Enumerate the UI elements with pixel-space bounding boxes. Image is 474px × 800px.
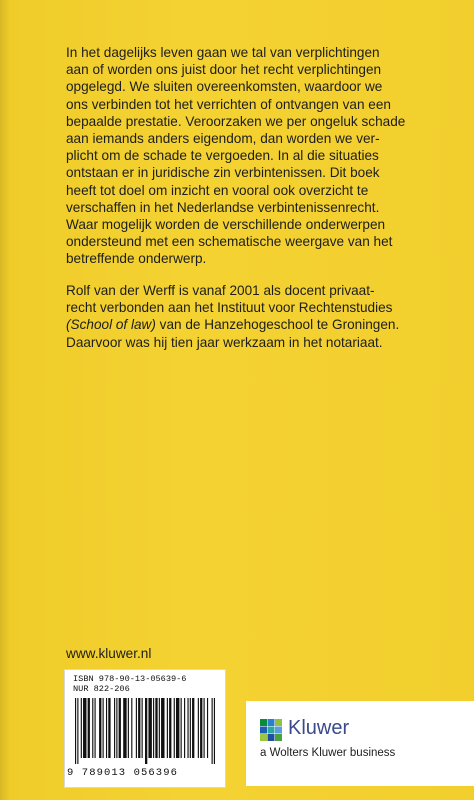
description-line: aan iemands anders eigendom, dan worden we ver- [66, 131, 380, 147]
description-line: In het dagelijks leven gaan we tal van verplichtingen [66, 45, 380, 60]
barcode-bar [181, 698, 182, 758]
barcode-bar [214, 698, 215, 764]
description-line: ons verbinden tot het verrichten of ontvangen van een [66, 96, 391, 112]
barcode-bar [108, 698, 110, 758]
barcode-bar [119, 698, 121, 758]
barcode-bar [167, 698, 168, 758]
barcode-bar [128, 698, 129, 758]
description-line: ondersteund met een schematische weergave van het [66, 234, 393, 250]
barcode-bar [81, 698, 82, 758]
barcode-bar [176, 698, 179, 758]
description-line: aan of worden ons juist door het recht verplichtingen [66, 62, 382, 78]
description-line: ontstaan er in juridische zin verbintenissen. Dit boek [66, 165, 380, 181]
barcode-bar [114, 698, 115, 758]
barcode-bar [145, 698, 147, 764]
barcode-bar [155, 698, 157, 758]
barcode-label [64, 669, 226, 788]
nur-code: NUR 822-206 [73, 684, 130, 694]
author-bio [66, 282, 426, 351]
barcode-bar [106, 698, 107, 758]
barcode-bar [184, 698, 185, 758]
barcode-bar [192, 698, 194, 758]
isbn-number: ISBN 978-90-13-05639-6 [73, 674, 187, 684]
bio-line: Daarvoor was hij tien jaar werkzaam in het notariaat. [66, 334, 383, 350]
barcode-bar [88, 698, 90, 758]
barcode-bar [207, 698, 208, 758]
barcode-bar [131, 698, 132, 758]
barcode-bar [153, 698, 154, 758]
barcode-bar [92, 698, 93, 758]
description-line: plicht om de schade te vergoeden. In al die situaties [66, 148, 379, 164]
description-line: bepaalde prestatie. Veroorzaken we per ongeluk schade [66, 113, 406, 129]
wolters-kluwer-logo-icon [260, 719, 282, 741]
book-description [66, 44, 426, 268]
barcode-bar [161, 698, 164, 758]
barcode-bar [123, 698, 126, 758]
barcode-bar [148, 698, 151, 758]
publisher-logo-block [246, 701, 474, 786]
barcode-bar [116, 698, 117, 758]
barcode-bar [136, 698, 137, 758]
barcode-bar [142, 698, 143, 758]
barcode-bar [187, 698, 188, 758]
barcode-bar [200, 698, 202, 758]
spine-shadow [0, 0, 10, 800]
barcode-bar [103, 698, 104, 758]
barcode-bar [174, 698, 175, 758]
description-line: opgelegd. We sluiten overeenkomsten, waardoor we [66, 79, 383, 95]
description-line: Waar mogelijk worden de verschillende onderwerpen [66, 217, 386, 233]
barcode-bar [95, 698, 96, 758]
barcode-bar [99, 698, 101, 758]
barcode-bar [159, 698, 160, 758]
description-line: heeft tot doel om inzicht en vooral ook overzicht te [66, 182, 369, 198]
barcode-bar [77, 698, 78, 764]
isbn-block [73, 674, 186, 694]
publisher-brand: Kluwer [288, 717, 350, 739]
barcode-bar [212, 698, 213, 764]
barcode-bar [198, 698, 199, 758]
barcode-bar [75, 698, 76, 764]
publisher-website: www.kluwer.nl [66, 646, 152, 661]
bio-line: recht verbonden aan het Instituut voor Rechtenstudies [66, 300, 393, 316]
barcode-bar [169, 698, 171, 758]
barcode-bar [83, 698, 86, 758]
description-line: betreffende onderwerp. [66, 251, 207, 267]
publisher-tagline: a Wolters Kluwer business [260, 747, 396, 759]
barcode-bar [204, 698, 205, 758]
bio-line-rest: van de Hanzehogeschool te Groningen. [155, 317, 400, 333]
barcode-bar [138, 698, 140, 758]
description-line: verschaffen in het Nederlandse verbintenissenrecht. [66, 199, 380, 215]
bio-line: Rolf van der Werff is vanaf 2001 als docent privaat- [66, 283, 375, 298]
bio-line [66, 316, 426, 333]
barcode-bar [190, 698, 191, 758]
barcode-icon [75, 698, 215, 764]
barcode-digits: 9 789013 056396 [67, 767, 179, 779]
school-of-law-text: (School of law) [66, 317, 156, 333]
